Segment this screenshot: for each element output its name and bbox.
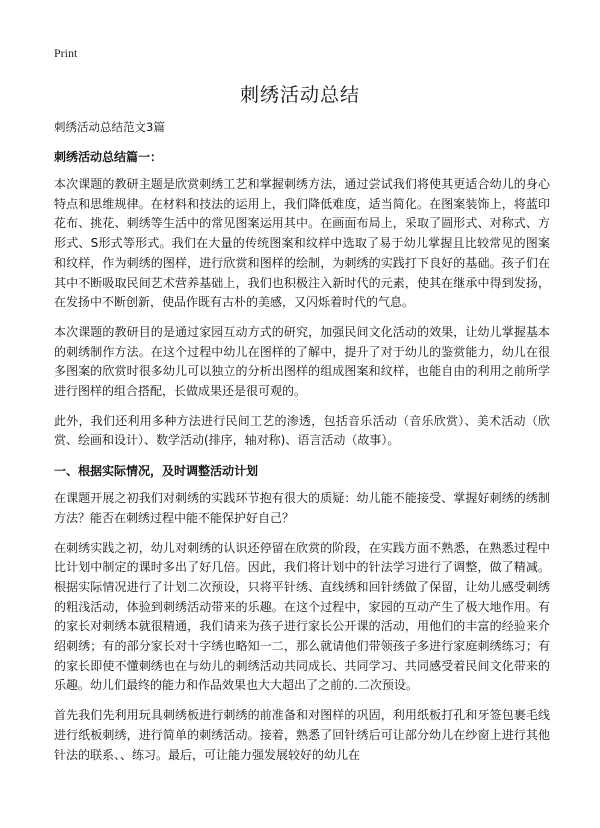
section-heading-adjust-plan: 一、根据实际情况，及时调整活动计划 bbox=[54, 464, 259, 479]
paragraph: 首先我们先利用玩具刺绣板进行刺绣的前准备和对图样的巩固，利用纸板打孔和牙签包裹毛线进行纸板刺绣，进行简单的刺绣活动。接着，熟悉了回针绣后可让部分幼儿在纱窗上进行其他针法的联系、、练习。最后，可让能力强发展较好的幼儿在 bbox=[54, 708, 550, 762]
paragraph: 在课题开展之初我们对刺绣的实践环节抱有很大的质疑：幼儿能不能接受、掌握好刺绣的绣制方法？能否在刺绣过程中能不能保护好自己？ bbox=[54, 491, 550, 525]
paragraph: 本次课题的教研目的是通过家园互动方式的研究，加强民间文化活动的效果，让幼儿掌握基本的刺绣制作方法。在这个过程中幼儿在图样的了解中，提升了对于幼儿的鉴赏能力，幼儿在很多图案的欣赏时很多幼儿可以独立的分析出图样的组成图案和纹样，也能自由的利用之前所学进行图样的组合搭配，长做成果还是很可观的。 bbox=[54, 324, 550, 399]
article-subtitle: 刺绣活动总结范文3篇 bbox=[54, 120, 165, 134]
paragraph: 本次课题的教研主题是欣赏刺绣工艺和掌握刺绣方法，通过尝试我们将使其更适合幼儿的身心特点和思维规律。在材料和技法的运用上，我们降低难度，适当简化。在图案装饰上，将蓝印花布、挑花、刺绣等生活中的常见图案运用其中。在画面布局上，采取了圆形式、对称式、方形式、S形式等形式。我们在大量的传统图案和纹样中选取了易于幼儿掌握且比较常见的图案和纹样，作为刺绣的图样，进行欣赏和图样的绘制，为刺绣的实践打下良好的基础。孩子们在其中不断吸取民间艺术营养基础上，我们也积极注入新时代的元素，使其在继承中得到发扬，在发扬中不断创新，使品作既有古朴的美感，又闪烁着时代的气息。 bbox=[54, 177, 550, 310]
print-link[interactable]: Print bbox=[54, 46, 78, 60]
paragraph: 在刺绣实践之初，幼儿对刺绣的认识还停留在欣赏的阶段，在实践方面不熟悉，在熟悉过程中比计划中制定的课时多出了好几倍。因此，我们将计划中的针法学习进行了调整，做了精减。根据实际情况进行了计划二次预设，只将平针绣、直线绣和回针绣做了保留，让幼儿感受刺绣的粗浅活动，体验到刺绣活动带来的乐趣。在这个过程中，家园的互动产生了极大地作用。有的家长对刺绣本就很精通，我们请来为孩子进行家长公开课的活动，用他们的丰富的经验来介绍刺绣；有的部分家长对十字绣也略知一二，那么就请他们带领孩子多进行家庭刺绣练习；有的家长即使不懂刺绣也在与幼儿的刺绣活动共同成长、共同学习、共同感受着民间文化带来的乐趣。幼儿们最终的能力和作品效果也大大超出了之前的.二次预设。 bbox=[54, 540, 550, 693]
article-body bbox=[54, 119, 550, 775]
paragraph: 此外，我们还利用多种方法进行民间工艺的渗透，包括音乐活动（音乐欣赏）、美术活动（欣赏、绘画和设计）、数学活动(排序，轴对称)、语言活动（故事）。 bbox=[54, 413, 550, 448]
page-title: 刺绣活动总结 bbox=[239, 84, 360, 106]
section-heading-part-one: 刺绣活动总结篇一： bbox=[54, 150, 163, 164]
